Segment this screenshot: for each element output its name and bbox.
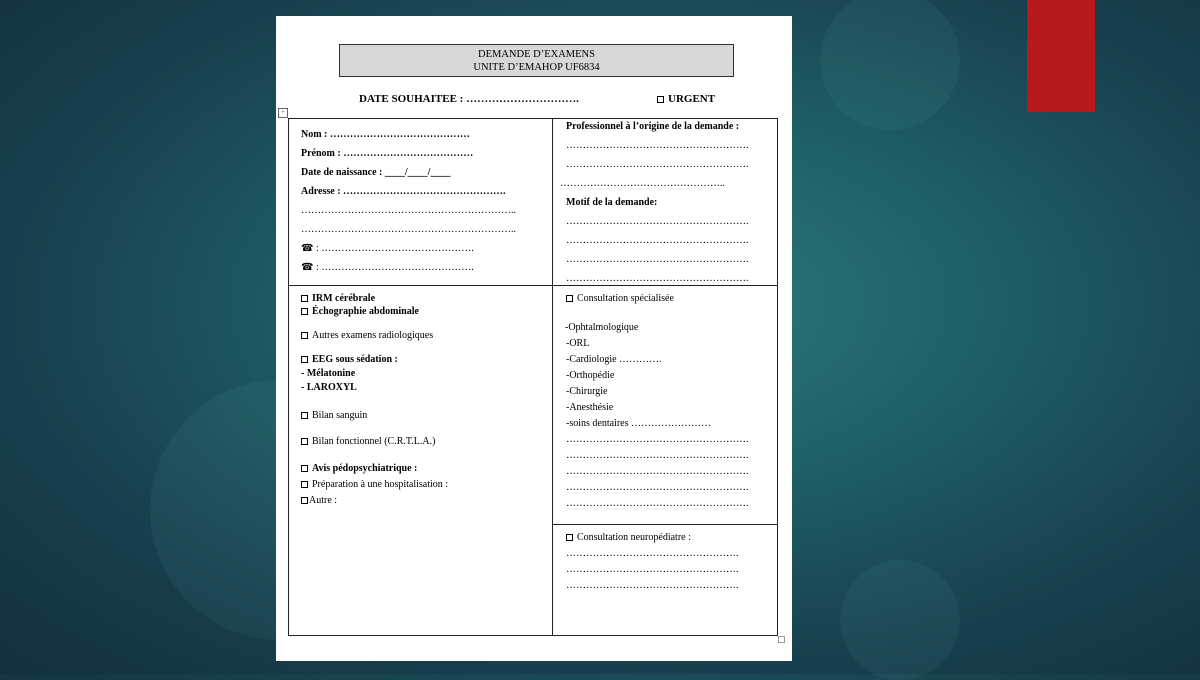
date-souhaitee: DATE SOUHAITEE : …………………………. xyxy=(359,93,579,105)
adresse-field[interactable]: Adresse : …………………………………………. xyxy=(301,186,506,197)
consultation-item: -Ophtalmologique xyxy=(565,322,639,333)
phone-icon: ☎ xyxy=(301,243,314,254)
background-bubble xyxy=(820,0,960,130)
checkbox-icon[interactable] xyxy=(301,465,308,472)
form-header xyxy=(339,44,734,77)
professionnel-line[interactable]: ………………………………………………. xyxy=(566,140,749,151)
motif-line[interactable]: ………………………………………………. xyxy=(566,235,749,246)
consultation-cell xyxy=(566,293,771,510)
neuro-line[interactable]: ……………………………………………. xyxy=(566,564,739,575)
eeg-option[interactable]: EEG sous sédation : xyxy=(301,354,546,366)
professionnel-label: Professionnel à l’origine de la demande : xyxy=(566,121,740,132)
document-page xyxy=(276,16,792,661)
prenom-field[interactable]: Prénom : ………………………………… xyxy=(301,148,474,159)
autre-option[interactable]: Autre : xyxy=(301,495,546,507)
background-bubble xyxy=(840,560,960,680)
consultation-item: -Chirurgie xyxy=(566,386,608,397)
consultation-item: -Anesthésie xyxy=(566,402,614,413)
bilan-sanguin-option[interactable]: Bilan sanguin xyxy=(301,410,546,422)
checkbox-icon[interactable] xyxy=(301,295,308,302)
motif-line[interactable]: ………………………………………………. xyxy=(566,216,749,227)
phone-field[interactable]: ☎ : ………………………………………. xyxy=(301,243,474,254)
checkbox-icon[interactable] xyxy=(301,332,308,339)
preparation-option[interactable]: Préparation à une hospitalisation : xyxy=(301,479,546,491)
urgent-option[interactable]: URGENT xyxy=(657,93,715,105)
patient-info-cell xyxy=(301,129,546,274)
header-unit: UNITE D’EMAHOP UF6834 xyxy=(473,62,600,73)
divider xyxy=(289,285,777,286)
divider xyxy=(552,119,553,635)
consultation-item: -ORL xyxy=(566,338,590,349)
checkbox-icon[interactable] xyxy=(301,497,308,504)
checkbox-icon[interactable] xyxy=(301,308,308,315)
form-table xyxy=(288,118,778,636)
table-resize-handle-icon[interactable] xyxy=(778,636,785,643)
consultation-line[interactable]: ………………………………………………. xyxy=(566,450,749,461)
checkbox-icon[interactable] xyxy=(566,534,573,541)
table-move-handle-icon[interactable]: + xyxy=(278,108,288,118)
demande-cell xyxy=(560,121,771,285)
adresse-line[interactable]: ……………………………………………………….. xyxy=(301,224,516,235)
adresse-line[interactable]: ……………………………………………………….. xyxy=(301,205,516,216)
professionnel-line[interactable]: ………………………………………….. xyxy=(560,178,725,189)
melatonine-item: - Mélatonine xyxy=(301,368,356,379)
consultation-option[interactable]: Consultation spécialisée xyxy=(566,293,771,305)
bilan-fonctionnel-option[interactable]: Bilan fonctionnel (C.R.T.L.A.) xyxy=(301,436,546,448)
motif-label: Motif de la demande: xyxy=(566,197,658,208)
professionnel-line[interactable]: ………………………………………………. xyxy=(566,159,749,170)
irm-option[interactable]: IRM cérébrale xyxy=(301,293,546,305)
neuro-cell xyxy=(566,532,771,592)
checkbox-icon[interactable] xyxy=(566,295,573,302)
checkbox-icon[interactable] xyxy=(657,96,664,103)
echo-option[interactable]: Échographie abdominale xyxy=(301,306,546,318)
consultation-item: -soins dentaires …………………… xyxy=(566,418,711,429)
motif-line[interactable]: ………………………………………………. xyxy=(566,254,749,265)
consultation-line[interactable]: ………………………………………………. xyxy=(566,466,749,477)
laroxyl-item: - LAROXYL xyxy=(301,382,357,393)
divider xyxy=(552,524,777,525)
phone-icon: ☎ xyxy=(301,262,314,273)
checkbox-icon[interactable] xyxy=(301,356,308,363)
consultation-line[interactable]: ………………………………………………. xyxy=(566,434,749,445)
motif-line[interactable]: ………………………………………………. xyxy=(566,273,749,284)
consultation-item: -Orthopédie xyxy=(566,370,615,381)
checkbox-icon[interactable] xyxy=(301,481,308,488)
nom-field[interactable]: Nom : …………………………………… xyxy=(301,129,470,140)
consultation-line[interactable]: ………………………………………………. xyxy=(566,482,749,493)
consultation-item: -Cardiologie …………. xyxy=(566,354,662,365)
neuro-line[interactable]: ……………………………………………. xyxy=(566,548,739,559)
neuro-option[interactable]: Consultation neuropédiatre : xyxy=(566,532,771,544)
examens-cell xyxy=(301,293,546,507)
avis-pedo-option[interactable]: Avis pédopsychiatrique : xyxy=(301,463,546,475)
neuro-line[interactable]: ……………………………………………. xyxy=(566,580,739,591)
checkbox-icon[interactable] xyxy=(301,412,308,419)
date-naissance-field[interactable]: Date de naissance : ____/____/____ xyxy=(301,167,451,178)
checkbox-icon[interactable] xyxy=(301,438,308,445)
phone-field[interactable]: ☎ : ………………………………………. xyxy=(301,262,474,273)
header-title: DEMANDE D’EXAMENS xyxy=(478,49,595,60)
autres-radio-option[interactable]: Autres examens radiologiques xyxy=(301,330,546,342)
red-accent-block xyxy=(1027,0,1095,112)
consultation-line[interactable]: ………………………………………………. xyxy=(566,498,749,509)
